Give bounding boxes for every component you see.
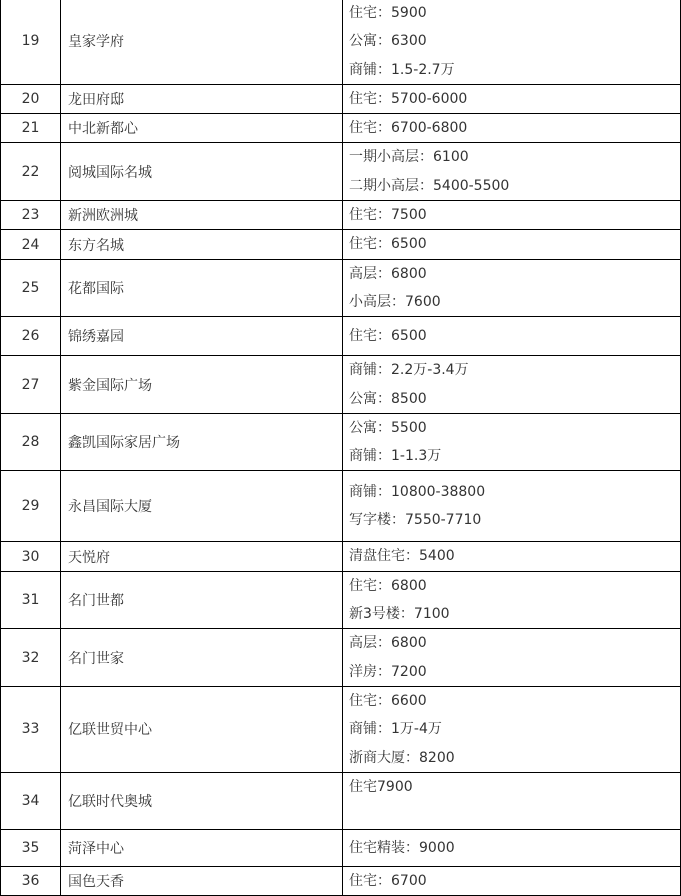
price-cell [343, 829, 681, 866]
table-row [1, 84, 681, 113]
table-row [1, 686, 681, 772]
price-line: 高层：6800 [349, 265, 427, 282]
project-name: 名门世都 [61, 571, 343, 629]
price-line: 住宅：6700 [349, 872, 427, 889]
row-number: 23 [1, 201, 61, 230]
project-name: 锦绣嘉园 [61, 317, 343, 356]
row-number: 19 [1, 0, 61, 84]
price-line: 住宅精装：9000 [349, 839, 455, 856]
table-row [1, 356, 681, 414]
table-row [1, 413, 681, 471]
price-cell [343, 629, 681, 687]
project-name: 天悦府 [61, 542, 343, 571]
project-name: 菏泽中心 [61, 829, 343, 866]
project-name: 紫金国际广场 [61, 356, 343, 414]
price-line: 一期小高层：6100 [349, 149, 469, 166]
price-line: 浙商大厦：8200 [349, 749, 455, 766]
price-cell [343, 143, 681, 201]
table-row [1, 772, 681, 829]
table-row [1, 230, 681, 259]
row-number: 29 [1, 471, 61, 542]
price-cell [343, 772, 681, 829]
price-line: 写字楼：7550-7710 [349, 512, 482, 529]
table-row [1, 829, 681, 866]
price-cell [343, 471, 681, 542]
price-cell [343, 84, 681, 113]
price-cell [343, 201, 681, 230]
project-name: 皇家学府 [61, 0, 343, 84]
table-row [1, 201, 681, 230]
row-number: 21 [1, 114, 61, 143]
row-number: 34 [1, 772, 61, 829]
project-name: 亿联时代奥城 [61, 772, 343, 829]
price-line: 住宅：7500 [349, 207, 427, 224]
row-number: 35 [1, 829, 61, 866]
table-row [1, 143, 681, 201]
project-name: 鑫凯国际家居广场 [61, 413, 343, 471]
price-line: 小高层：7600 [349, 293, 441, 310]
price-line: 住宅：5900 [349, 5, 427, 21]
price-cell [343, 230, 681, 259]
price-line: 住宅：6500 [349, 328, 427, 345]
price-cell [343, 259, 681, 317]
row-number: 30 [1, 542, 61, 571]
project-name: 中北新都心 [61, 114, 343, 143]
table-row [1, 317, 681, 356]
row-number: 33 [1, 686, 61, 772]
table-row [1, 471, 681, 542]
price-line: 住宅7900 [349, 778, 413, 795]
price-line: 公寓：8500 [349, 390, 427, 407]
row-number: 25 [1, 259, 61, 317]
price-cell [343, 571, 681, 629]
project-name: 亿联世贸中心 [61, 686, 343, 772]
price-cell [343, 686, 681, 772]
price-line: 公寓：6300 [349, 33, 427, 50]
project-name: 新洲欧洲城 [61, 201, 343, 230]
price-cell [343, 413, 681, 471]
price-line: 高层：6800 [349, 635, 427, 652]
price-cell [343, 114, 681, 143]
project-name: 花都国际 [61, 259, 343, 317]
price-line: 二期小高层：5400-5500 [349, 177, 510, 194]
table-row [1, 571, 681, 629]
table-row [1, 114, 681, 143]
project-name: 东方名城 [61, 230, 343, 259]
project-name: 国色天香 [61, 866, 343, 895]
price-cell [343, 0, 681, 84]
project-name: 阅城国际名城 [61, 143, 343, 201]
project-name: 名门世家 [61, 629, 343, 687]
price-cell [343, 542, 681, 571]
row-number: 36 [1, 866, 61, 895]
row-number: 27 [1, 356, 61, 414]
table-row [1, 629, 681, 687]
price-cell [343, 866, 681, 895]
table-row [1, 0, 681, 84]
price-line: 住宅：6700-6800 [349, 120, 468, 137]
price-line: 洋房：7200 [349, 663, 427, 680]
price-line: 公寓：5500 [349, 419, 427, 436]
row-number: 31 [1, 571, 61, 629]
price-line: 住宅：6600 [349, 692, 427, 709]
price-line: 清盘住宅：5400 [349, 548, 455, 565]
price-line: 商铺：1万-4万 [349, 721, 442, 738]
table-row [1, 259, 681, 317]
price-line: 商铺：1.5-2.7万 [349, 61, 455, 78]
price-line: 商铺：2.2万-3.4万 [349, 362, 469, 379]
table-row [1, 866, 681, 895]
price-line: 商铺：10800-38800 [349, 484, 486, 501]
price-line: 新3号楼：7100 [349, 606, 450, 623]
row-number: 32 [1, 629, 61, 687]
price-line: 住宅：6800 [349, 577, 427, 594]
project-name: 龙田府邸 [61, 84, 343, 113]
price-cell [343, 356, 681, 414]
row-number: 28 [1, 413, 61, 471]
price-line: 商铺：1-1.3万 [349, 448, 442, 465]
price-line: 住宅：5700-6000 [349, 90, 468, 107]
row-number: 26 [1, 317, 61, 356]
row-number: 20 [1, 84, 61, 113]
price-line: 住宅：6500 [349, 236, 427, 253]
project-name: 永昌国际大厦 [61, 471, 343, 542]
row-number: 24 [1, 230, 61, 259]
row-number: 22 [1, 143, 61, 201]
price-cell [343, 317, 681, 356]
table-row [1, 542, 681, 571]
